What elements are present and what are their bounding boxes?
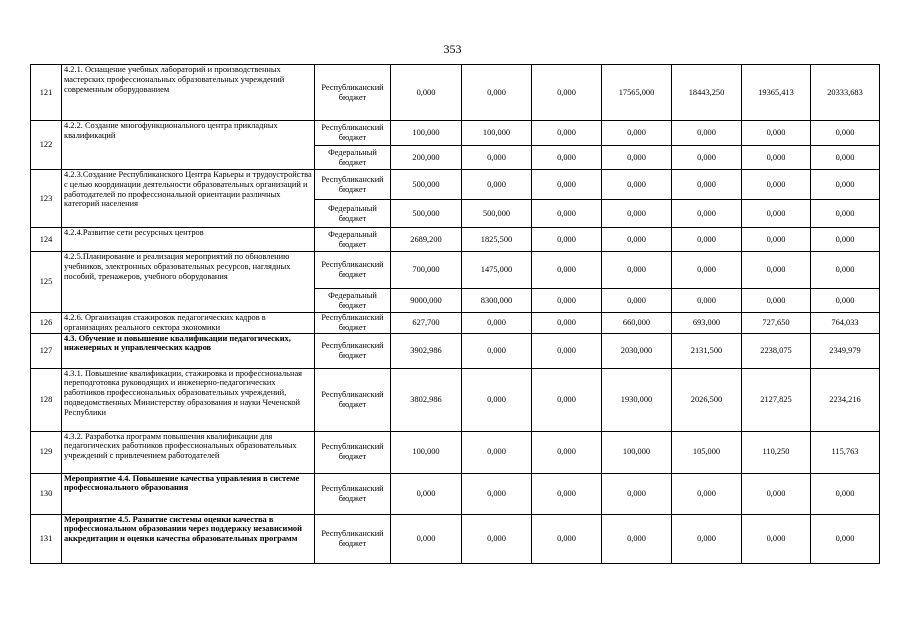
funding-amount: 0,000 [672, 170, 742, 200]
funding-amount: 500,000 [462, 200, 532, 228]
row-number: 128 [31, 368, 62, 431]
funding-amount: 0,000 [811, 146, 880, 170]
funding-amount: 2349,979 [811, 333, 880, 368]
funding-amount: 0,000 [742, 228, 811, 252]
funding-amount: 0,000 [742, 200, 811, 228]
table-row [31, 252, 880, 289]
funding-amount: 2689,200 [391, 228, 462, 252]
funding-amount: 100,000 [602, 431, 672, 473]
funding-amount: 627,700 [391, 313, 462, 334]
funding-amount: 0,000 [391, 65, 462, 121]
funding-amount: 0,000 [532, 333, 602, 368]
funding-amount: 3802,986 [391, 368, 462, 431]
activity-description: 4.2.2. Создание многофункционального центра прикладных квалификаций [62, 121, 315, 170]
funding-amount: 100,000 [391, 121, 462, 146]
funding-amount: 2026,500 [672, 368, 742, 431]
funding-source: Республиканский бюджет [315, 65, 391, 121]
activity-description: Мероприятие 4.4. Повышение качества управления в системе профессионального образования [62, 473, 315, 514]
funding-amount: 0,000 [391, 514, 462, 563]
table-row [31, 473, 880, 514]
funding-amount: 0,000 [602, 121, 672, 146]
funding-amount: 700,000 [391, 252, 462, 289]
funding-source: Республиканский бюджет [315, 313, 391, 334]
funding-amount: 105,000 [672, 431, 742, 473]
funding-amount: 115,763 [811, 431, 880, 473]
activity-description: Мероприятие 4.5. Развитие системы оценки качества в профессиональном образовании через поддержку независимой аккредитации и оценки качества образовательных программ [62, 514, 315, 563]
funding-source: Республиканский бюджет [315, 252, 391, 289]
table-row [31, 65, 880, 121]
activity-description: 4.2.5.Планирование и реализация мероприятий по обновлению учебников, электронных образовательных ресурсов, наглядных пособий, тренажеров, учебного оборудования [62, 252, 315, 313]
activity-description: 4.3.1. Повышение квалификации, стажировка и профессиональная переподготовка руководящих и инженерно-педагогических работников профессиональных образовательных учреждений, подведомственных Министерству образования и науки Чеченской Республики [62, 368, 315, 431]
funding-amount: 0,000 [811, 473, 880, 514]
funding-amount: 0,000 [811, 289, 880, 313]
funding-amount: 2238,075 [742, 333, 811, 368]
funding-amount: 0,000 [672, 200, 742, 228]
row-number: 127 [31, 333, 62, 368]
funding-amount: 0,000 [532, 473, 602, 514]
funding-amount: 0,000 [811, 514, 880, 563]
table-row [31, 514, 880, 563]
funding-source: Федеральный бюджет [315, 289, 391, 313]
funding-amount: 0,000 [532, 146, 602, 170]
funding-amount: 2030,000 [602, 333, 672, 368]
funding-amount: 0,000 [532, 289, 602, 313]
funding-amount: 0,000 [532, 65, 602, 121]
funding-amount: 0,000 [532, 431, 602, 473]
funding-amount: 200,000 [391, 146, 462, 170]
funding-amount: 0,000 [672, 473, 742, 514]
funding-amount: 0,000 [672, 289, 742, 313]
activity-description: 4.2.1. Оснащение учебных лабораторий и производственных мастерских профессиональных образовательных учреждений современным оборудованием [62, 65, 315, 121]
funding-amount: 0,000 [462, 431, 532, 473]
funding-amount: 1930,000 [602, 368, 672, 431]
table-row [31, 333, 880, 368]
funding-amount: 764,033 [811, 313, 880, 334]
funding-amount: 0,000 [462, 368, 532, 431]
funding-amount: 18443,250 [672, 65, 742, 121]
funding-amount: 0,000 [602, 146, 672, 170]
row-number: 121 [31, 65, 62, 121]
row-number: 125 [31, 252, 62, 313]
funding-amount: 0,000 [462, 333, 532, 368]
funding-amount: 0,000 [672, 146, 742, 170]
funding-amount: 17565,000 [602, 65, 672, 121]
funding-amount: 693,000 [672, 313, 742, 334]
funding-amount: 0,000 [602, 252, 672, 289]
table-row [31, 228, 880, 252]
funding-amount: 0,000 [672, 252, 742, 289]
funding-amount: 0,000 [742, 146, 811, 170]
funding-amount: 0,000 [811, 200, 880, 228]
funding-amount: 1825,500 [462, 228, 532, 252]
funding-amount: 0,000 [532, 170, 602, 200]
funding-amount: 0,000 [532, 368, 602, 431]
funding-amount: 110,250 [742, 431, 811, 473]
funding-amount: 0,000 [532, 252, 602, 289]
funding-source: Федеральный бюджет [315, 228, 391, 252]
funding-amount: 2234,216 [811, 368, 880, 431]
budget-table [30, 64, 880, 564]
row-number: 129 [31, 431, 62, 473]
funding-amount: 0,000 [742, 252, 811, 289]
activity-description: 4.3. Обучение и повышение квалификации педагогических, инженерных и управленческих кадров [62, 333, 315, 368]
table-body [31, 65, 880, 564]
funding-amount: 0,000 [462, 146, 532, 170]
funding-amount: 20333,683 [811, 65, 880, 121]
funding-amount: 8300,000 [462, 289, 532, 313]
funding-amount: 0,000 [742, 514, 811, 563]
activity-description: 4.2.3.Создание Республиканского Центра Карьеры и трудоустройства с целью координации деятельности образовательных организаций и работодателей по профессиональной ориентации различных категорий населения [62, 170, 315, 228]
funding-source: Федеральный бюджет [315, 146, 391, 170]
funding-amount: 1475,000 [462, 252, 532, 289]
row-number: 131 [31, 514, 62, 563]
funding-amount: 0,000 [602, 228, 672, 252]
funding-amount: 0,000 [742, 289, 811, 313]
table-row [31, 170, 880, 200]
funding-amount: 0,000 [532, 228, 602, 252]
funding-source: Республиканский бюджет [315, 514, 391, 563]
funding-amount: 0,000 [811, 121, 880, 146]
funding-amount: 500,000 [391, 170, 462, 200]
table-row [31, 368, 880, 431]
funding-amount: 0,000 [391, 473, 462, 514]
funding-amount: 0,000 [462, 65, 532, 121]
funding-source: Республиканский бюджет [315, 368, 391, 431]
funding-amount: 0,000 [811, 228, 880, 252]
funding-amount: 0,000 [672, 228, 742, 252]
funding-amount: 0,000 [532, 514, 602, 563]
funding-amount: 2131,500 [672, 333, 742, 368]
funding-amount: 0,000 [462, 514, 532, 563]
funding-source: Республиканский бюджет [315, 333, 391, 368]
funding-amount: 3902,986 [391, 333, 462, 368]
funding-amount: 0,000 [462, 313, 532, 334]
table-row [31, 431, 880, 473]
activity-description: 4.2.4.Развитие сети ресурсных центров [62, 228, 315, 252]
funding-amount: 0,000 [811, 252, 880, 289]
funding-amount: 0,000 [532, 121, 602, 146]
funding-amount: 0,000 [672, 514, 742, 563]
funding-amount: 0,000 [462, 473, 532, 514]
funding-amount: 0,000 [811, 170, 880, 200]
funding-amount: 0,000 [602, 473, 672, 514]
funding-amount: 100,000 [391, 431, 462, 473]
funding-amount: 0,000 [602, 200, 672, 228]
funding-amount: 727,650 [742, 313, 811, 334]
funding-amount: 0,000 [532, 313, 602, 334]
row-number: 124 [31, 228, 62, 252]
funding-amount: 2127,825 [742, 368, 811, 431]
row-number: 123 [31, 170, 62, 228]
funding-amount: 0,000 [602, 170, 672, 200]
funding-source: Республиканский бюджет [315, 473, 391, 514]
funding-amount: 0,000 [462, 170, 532, 200]
funding-amount: 500,000 [391, 200, 462, 228]
funding-amount: 660,000 [602, 313, 672, 334]
funding-amount: 0,000 [602, 289, 672, 313]
funding-amount: 19365,413 [742, 65, 811, 121]
table-row [31, 313, 880, 334]
funding-amount: 0,000 [742, 473, 811, 514]
page-number: 353 [443, 42, 462, 56]
funding-amount: 100,000 [462, 121, 532, 146]
table-row [31, 121, 880, 146]
funding-source: Республиканский бюджет [315, 121, 391, 146]
funding-amount: 0,000 [742, 170, 811, 200]
row-number: 130 [31, 473, 62, 514]
funding-amount: 9000,000 [391, 289, 462, 313]
activity-description: 4.2.6. Организация стажировок педагогических кадров в организациях реального сектора экономики [62, 313, 315, 334]
activity-description: 4.3.2. Разработка программ повышения квалификации для педагогических работников профессиональных образовательных учреждений с привлечением работодателей [62, 431, 315, 473]
funding-source: Федеральный бюджет [315, 200, 391, 228]
funding-amount: 0,000 [532, 200, 602, 228]
row-number: 122 [31, 121, 62, 170]
funding-source: Республиканский бюджет [315, 170, 391, 200]
funding-source: Республиканский бюджет [315, 431, 391, 473]
row-number: 126 [31, 313, 62, 334]
funding-amount: 0,000 [742, 121, 811, 146]
funding-amount: 0,000 [602, 514, 672, 563]
funding-amount: 0,000 [672, 121, 742, 146]
